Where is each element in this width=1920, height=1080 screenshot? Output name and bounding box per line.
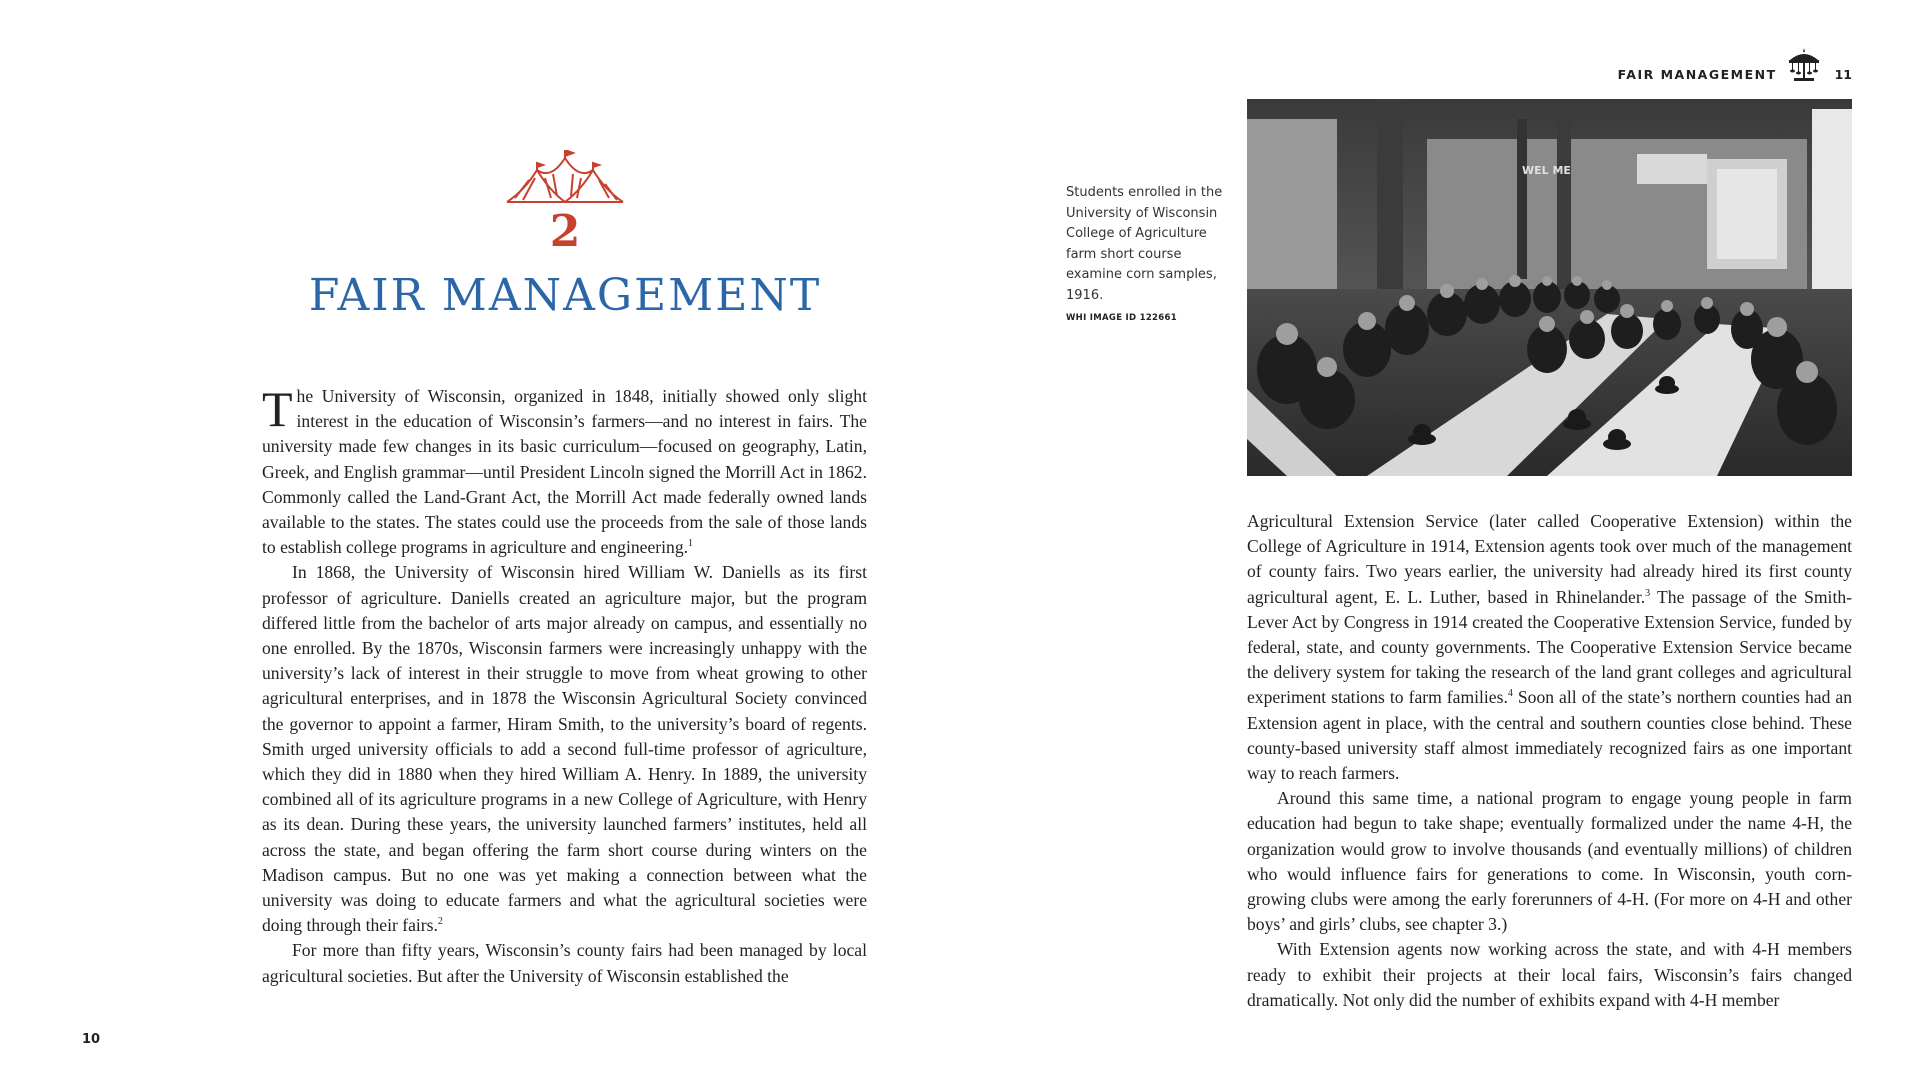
photo-image	[1247, 99, 1852, 476]
paragraph: In 1868, the University of Wisconsin hired William W. Daniells as its first professor of agriculture. Daniells created an agriculture major, but the program differed little from the bachelor of arts major already on campus, and essentially no one enrolled. By the 1870s, Wisconsin farmers were increasingly unhappy with the university’s lack of interest in their struggle to move from wheat growing to other agricultural enterprises, and in 1878 the Wisconsin Agricultural Society convinced the governor to appoint a farmer, Hiram Smith, to the university’s board of regents. Smith urged university officials to add a second full-time professor of agriculture, which they did in 1880 when they hired William A. Henry. In 1889, the university combined all of its agriculture programs in a new College of Agriculture, with Henry as its dean. During these years, the university launched farmers’ institutes, held all across the state, and began offering the farm short course during winters on the Madison campus. But no one was yet making a connection between what the university was doing to educate farmers and what the agricultural societies were doing through their fairs.$^2$	[262, 562, 867, 936]
footnote-marker[interactable]: 2	[437, 916, 443, 928]
page-number-right: 11	[1834, 67, 1852, 82]
footnote-marker[interactable]: 1	[688, 538, 694, 550]
photo-sign: WEL ME	[1522, 164, 1571, 177]
paragraph: For more than fifty years, Wisconsin’s county fairs had been managed by local agricultural societies. But after the University of Wisconsin established the	[262, 940, 867, 986]
paragraph: Around this same time, a national program to engage young people in farm education had begun to take shape; eventually formalized under the name 4-H, the organization would grow to involve thousands (and eventually millions) of children who would influence fairs for generations to come. In Wisconsin, youth corn-growing clubs were among the early forerunners of 4-H. (For more on 4-H and other boys’ and girls’ clubs, see chapter 3.)	[1247, 788, 1852, 935]
historical-photo	[1247, 99, 1852, 476]
chapter-number: 2	[549, 206, 581, 257]
running-head-title: FAIR MANAGEMENT	[1617, 67, 1777, 82]
drop-cap: T	[262, 381, 293, 437]
tent-ornament-icon	[505, 150, 625, 208]
carousel-icon	[1787, 46, 1821, 82]
paragraph: Agricultural Extension Service (later called Cooperative Extension) within the College of Agriculture in 1914, Extension agents took over much of the management of county fairs. Two years earlier, the university had already hired its first county agricultural agent, E. L. Luther, based in Rhinelander.$^3$ The passage of the Smith-Lever Act by Congress in 1914 created the Cooperative Extension Service, funded by federal, state, and county governments. The Cooperative Extension Service became the delivery system for taking the research of the land grant colleges and agricultural experiment stations to farm families.$^4$ Soon all of the state’s northern counties had an Extension agent in place, with the central and southern counties close behind. These county-based university staff almost immediately recognized fairs as one important way to reach farmers.	[1247, 511, 1852, 784]
footnote-marker[interactable]: 4	[1507, 688, 1513, 700]
caption-text: Students enrolled in the University of Wisconsin College of Agriculture farm short course examine corn samples, 1916.	[1066, 185, 1223, 303]
caption-credit: WHI IMAGE ID 122661	[1066, 313, 1177, 323]
paragraph: The University of Wisconsin, organized in 1848, initially showed only slight interest in the education of Wisconsin’s farmers—and no interest in fairs. The university made few changes in its basic curriculum—focused on geography, Latin, Greek, and English grammar—until President Lincoln signed the Morrill Act in 1862. Commonly called the Land-Grant Act, the Morrill Act made federally owned lands available to the states. The states could use the proceeds from the sale of those lands to establish college programs in agriculture and engineering.$^1$	[262, 381, 867, 558]
chapter-title: FAIR MANAGEMENT	[308, 270, 822, 321]
running-head	[1618, 46, 1852, 82]
paragraph: With Extension agents now working across the state, and with 4-H members ready to exhibit their projects at their local fairs, Wisconsin’s fairs changed dramatically. Not only did the number of exhibits expand with 4-H member	[1247, 939, 1852, 1010]
left-body-text	[262, 381, 867, 989]
page-number-left: 10	[82, 1032, 101, 1047]
footnote-marker[interactable]: 3	[1645, 587, 1651, 599]
photo-caption	[1066, 183, 1226, 329]
right-body-text	[1247, 509, 1852, 1013]
